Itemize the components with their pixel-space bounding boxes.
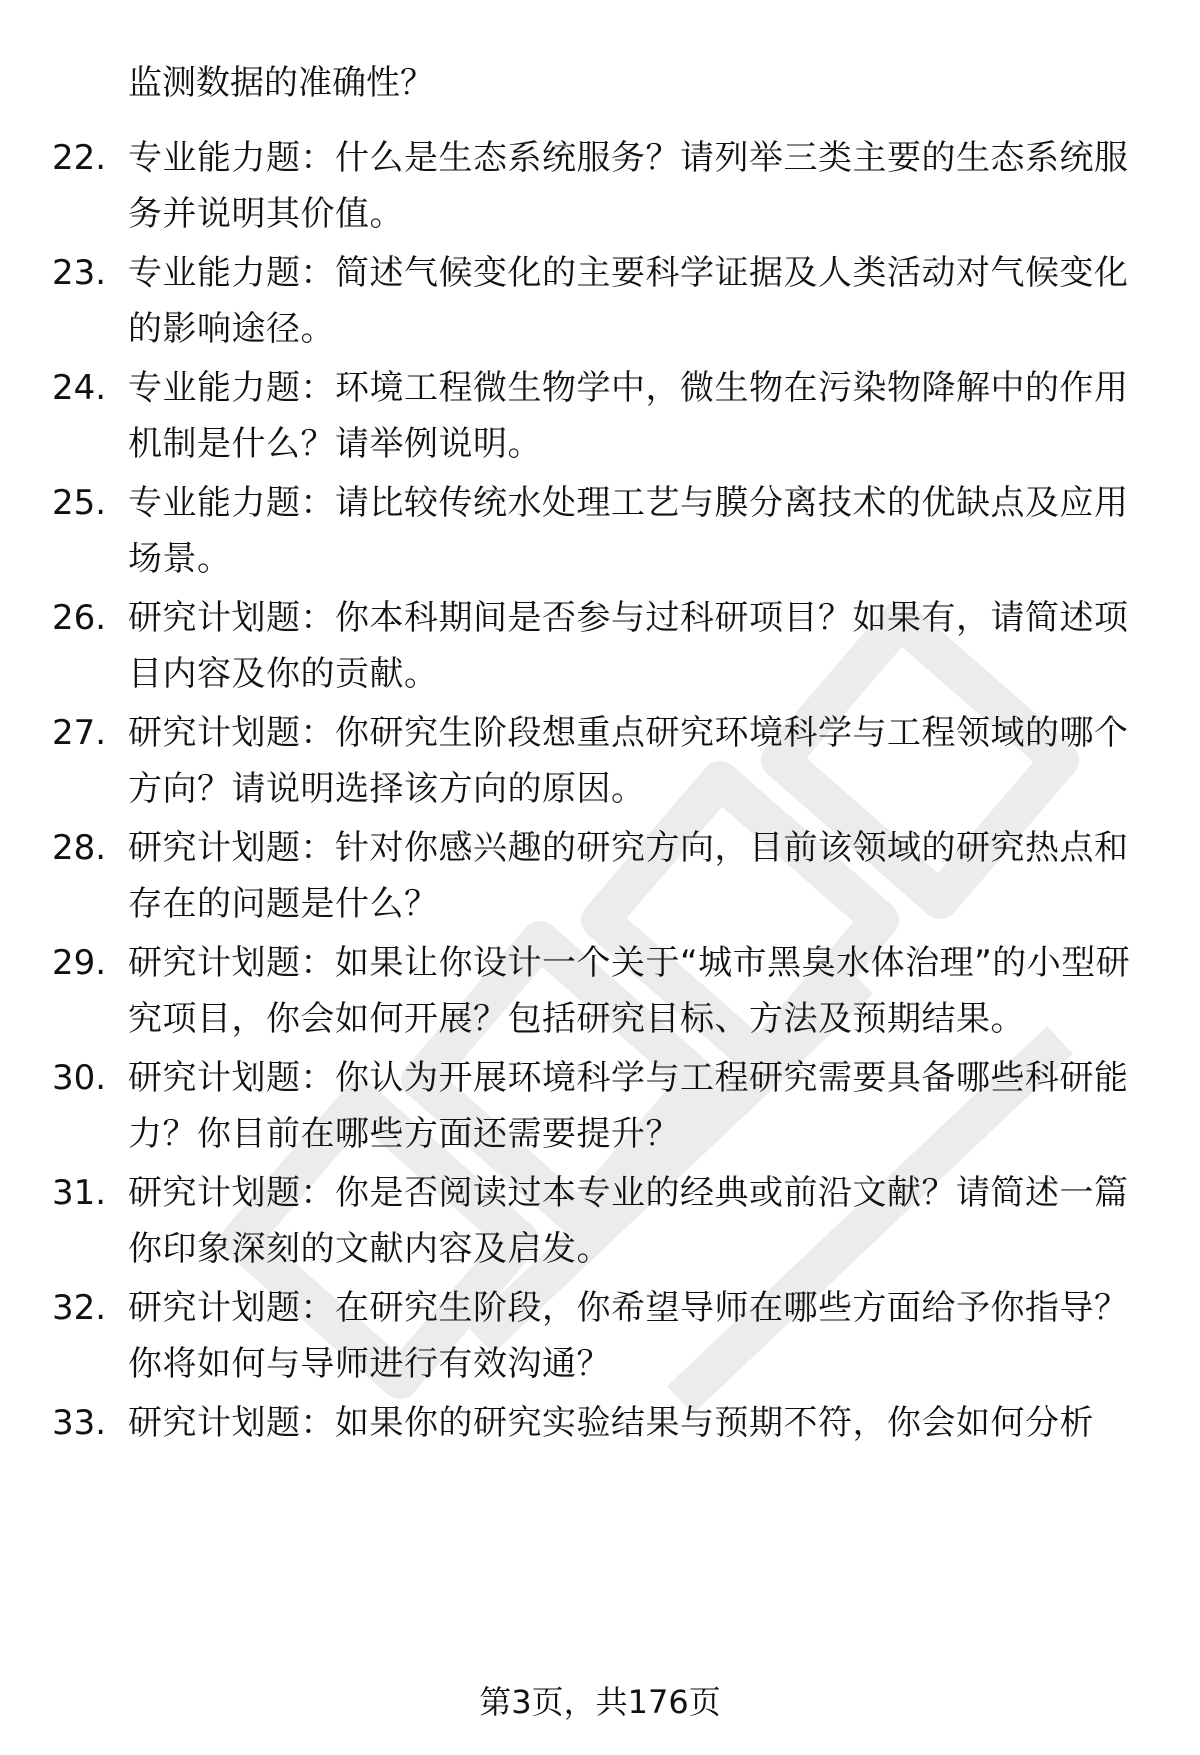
continuation-text: 监测数据的准确性？ [128, 63, 434, 103]
question-text: 研究计划题：针对你感兴趣的研究方向，目前该领域的研究热点和存在的问题是什么？ [128, 828, 1129, 924]
question-item [0, 1395, 1200, 1505]
question-number: 30. [52, 1058, 107, 1098]
question-number: 22. [52, 138, 107, 178]
question-text: 专业能力题：请比较传统水处理工艺与膜分离技术的优缺点及应用场景。 [128, 483, 1129, 579]
question-number: 32. [52, 1288, 107, 1328]
question-number: 24. [52, 368, 107, 408]
question-number: 29. [52, 943, 107, 983]
question-number: 23. [52, 253, 107, 293]
question-text: 研究计划题：你本科期间是否参与过科研项目？如果有，请简述项目内容及你的贡献。 [128, 598, 1129, 694]
page-footer: 第3页，共176页 [479, 1683, 721, 1721]
question-number: 31. [52, 1173, 107, 1213]
question-number: 33. [52, 1403, 107, 1443]
question-item [0, 820, 1200, 930]
question-text: 研究计划题：在研究生阶段，你希望导师在哪些方面给予你指导？你将如何与导师进行有效沟通？ [128, 1288, 1129, 1384]
question-text: 研究计划题：如果你的研究实验结果与预期不符，你会如何分析 [128, 1403, 1094, 1443]
question-number: 26. [52, 598, 107, 638]
question-text: 研究计划题：你认为开展环境科学与工程研究需要具备哪些科研能力？你目前在哪些方面还需要提升？ [128, 1058, 1129, 1154]
question-number: 25. [52, 483, 107, 523]
question-text: 专业能力题：简述气候变化的主要科学证据及人类活动对气候变化的影响途径。 [128, 253, 1129, 349]
question-item [0, 245, 1200, 355]
question-text: 专业能力题：环境工程微生物学中，微生物在污染物降解中的作用机制是什么？请举例说明。 [128, 368, 1129, 464]
question-text: 研究计划题：你是否阅读过本专业的经典或前沿文献？请简述一篇你印象深刻的文献内容及启发。 [128, 1173, 1129, 1269]
question-item [0, 1050, 1200, 1160]
question-text: 研究计划题：你研究生阶段想重点研究环境科学与工程领域的哪个方向？请说明选择该方向的原因。 [128, 713, 1129, 809]
question-item [0, 360, 1200, 470]
question-item [0, 705, 1200, 815]
question-number: 28. [52, 828, 107, 868]
question-item [0, 475, 1200, 585]
question-text: 研究计划题：如果让你设计一个关于“城市黑臭水体治理”的小型研究项目，你会如何开展？包括研究目标、方法及预期结果。 [128, 943, 1131, 1039]
question-item [0, 1165, 1200, 1275]
question-item [0, 590, 1200, 700]
question-item [0, 935, 1200, 1045]
question-text: 专业能力题：什么是生态系统服务？请列举三类主要的生态系统服务并说明其价值。 [128, 138, 1129, 234]
question-number: 27. [52, 713, 107, 753]
question-item [0, 1280, 1200, 1390]
question-item [0, 130, 1200, 240]
